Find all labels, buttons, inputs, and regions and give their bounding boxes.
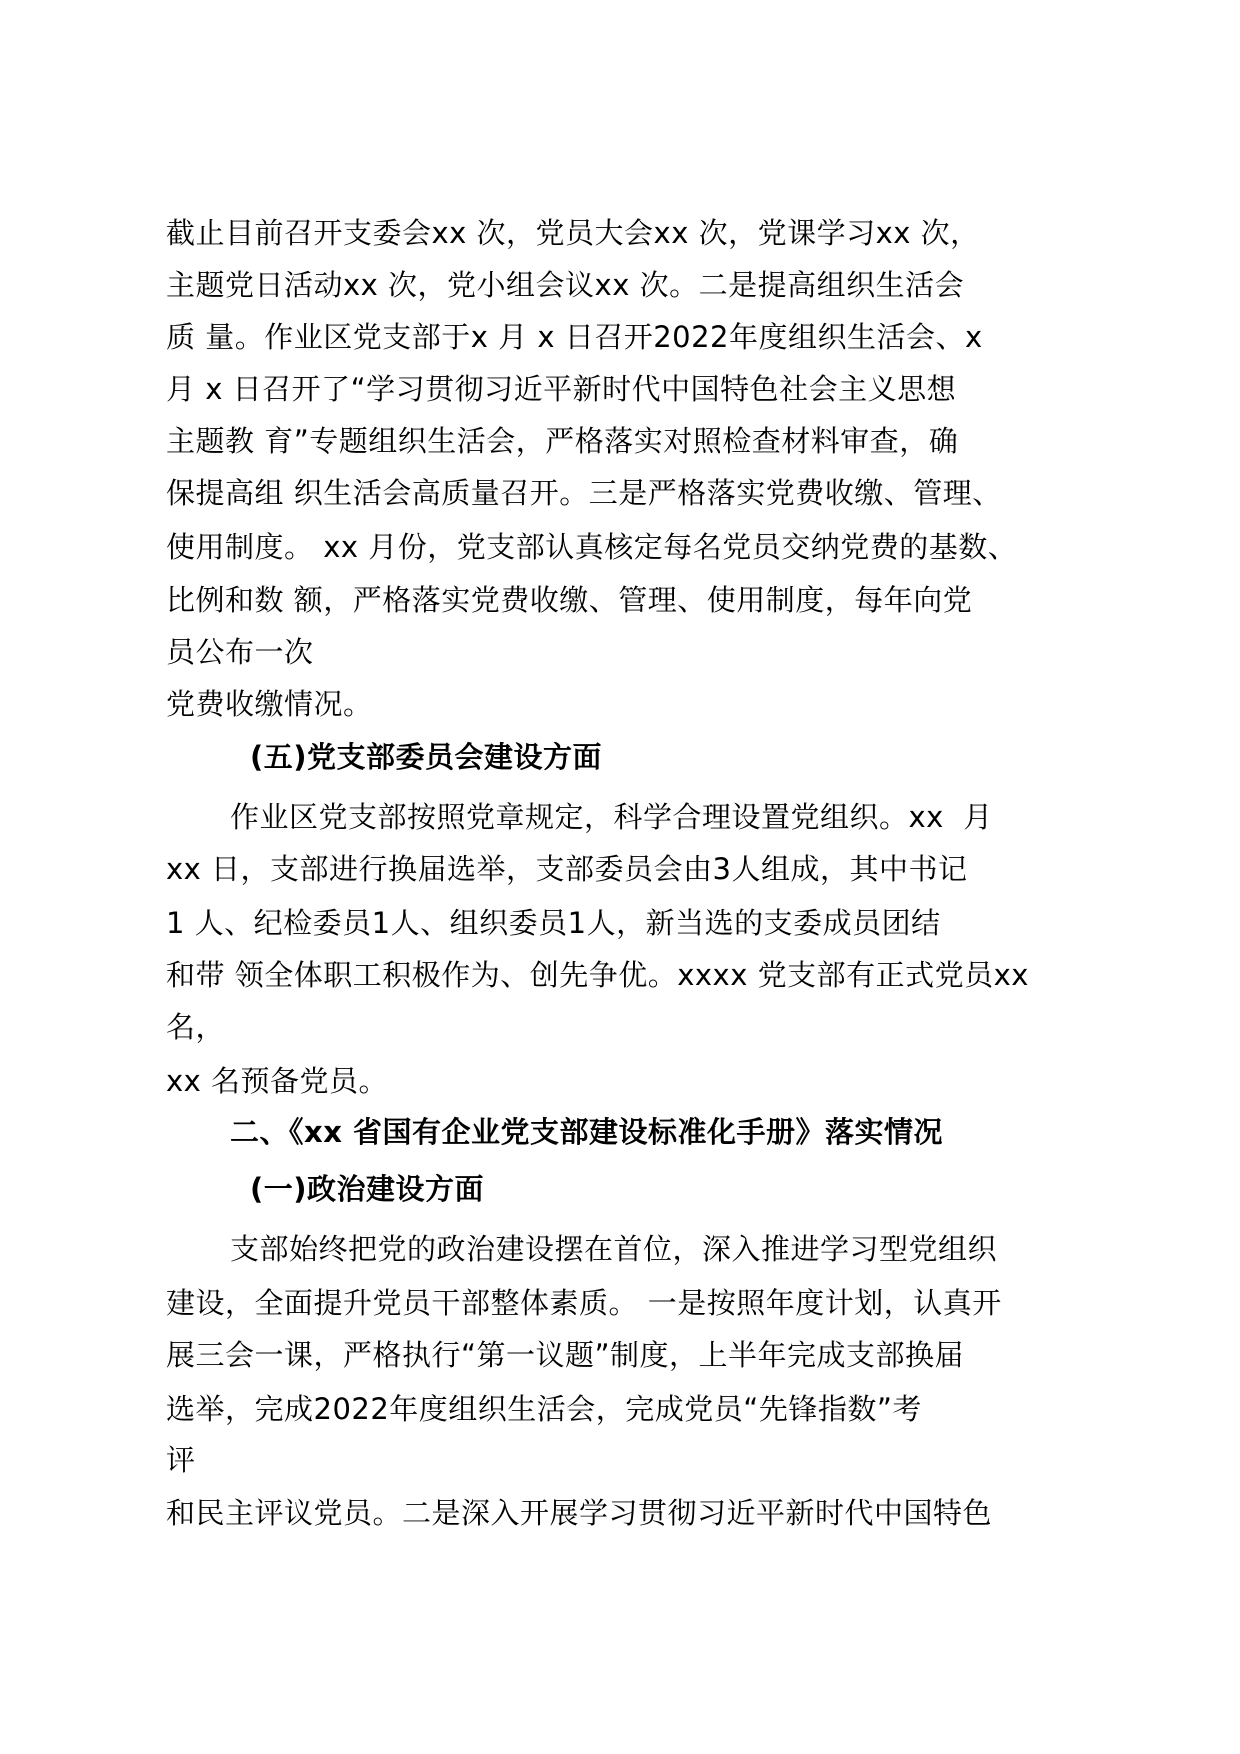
body-text-line: 名， xyxy=(166,1010,226,1044)
body-text-line: 支部始终把党的政治建设摆在首位，深入推进学习型党组织 xyxy=(230,1232,998,1266)
body-text-line: 和民主评议党员。二是深入开展学习贯彻习近平新时代中国特色 xyxy=(166,1496,993,1530)
section-heading: (一)政治建设方面 xyxy=(250,1172,485,1206)
section-heading: (五)党支部委员会建设方面 xyxy=(250,740,603,774)
body-text-line: 党费收缴情况。 xyxy=(166,687,373,721)
body-text-line: 截止目前召开支委会xx 次，党员大会xx 次，党课学习xx 次， xyxy=(166,216,980,250)
body-text-line: 保提高组 织生活会高质量召开。三是严格落实党费收缴、管理、 xyxy=(166,476,1002,510)
chapter-heading: 二、《xx 省国有企业党支部建设标准化手册》落实情况 xyxy=(230,1115,944,1149)
body-text-line: 1 人、纪检委员1人、组织委员1人，新当选的支委成员团结 xyxy=(166,906,941,940)
body-text-line: xx 日，支部进行换届选举，支部委员会由3人组成，其中书记 xyxy=(166,852,968,886)
body-text-line: 员公布一次 xyxy=(166,635,314,669)
body-text-line: 主题党日活动xx 次，党小组会议xx 次。二是提高组织生活会 xyxy=(166,268,965,302)
body-text-line: xx 名预备党员。 xyxy=(166,1064,389,1098)
body-text-line: 使用制度。 xx 月份，党支部认真核定每名党员交纳党费的基数、 xyxy=(166,530,1018,564)
body-text-line: 质 量。作业区党支部于x 月 x 日召开2022年度组织生活会、x xyxy=(166,320,983,354)
body-text-line: 作业区党支部按照党章规定，科学合理设置党组织。xx 月 xyxy=(230,800,993,834)
body-text-line: 选举，完成2022年度组织生活会，完成党员“先锋指数”考 xyxy=(166,1392,922,1426)
body-text-line: 主题教 育”专题组织生活会，严格落实对照检查材料审查，确 xyxy=(166,424,959,458)
body-text-line: 评 xyxy=(166,1443,196,1477)
body-text-line: 和带 领全体职工积极作为、创先争优。xxxx 党支部有正式党员xx xyxy=(166,958,1029,992)
body-text-line: 月 x 日召开了“学习贯彻习近平新时代中国特色社会主义思想 xyxy=(166,372,957,406)
body-text-line: 展三会一课，严格执行“第一议题”制度，上半年完成支部换届 xyxy=(166,1338,965,1372)
body-text-line: 建设，全面提升党员干部整体素质。 一是按照年度计划，认真开 xyxy=(166,1286,1002,1320)
body-text-line: 比例和数 额，严格落实党费收缴、管理、使用制度，每年向党 xyxy=(166,583,973,617)
